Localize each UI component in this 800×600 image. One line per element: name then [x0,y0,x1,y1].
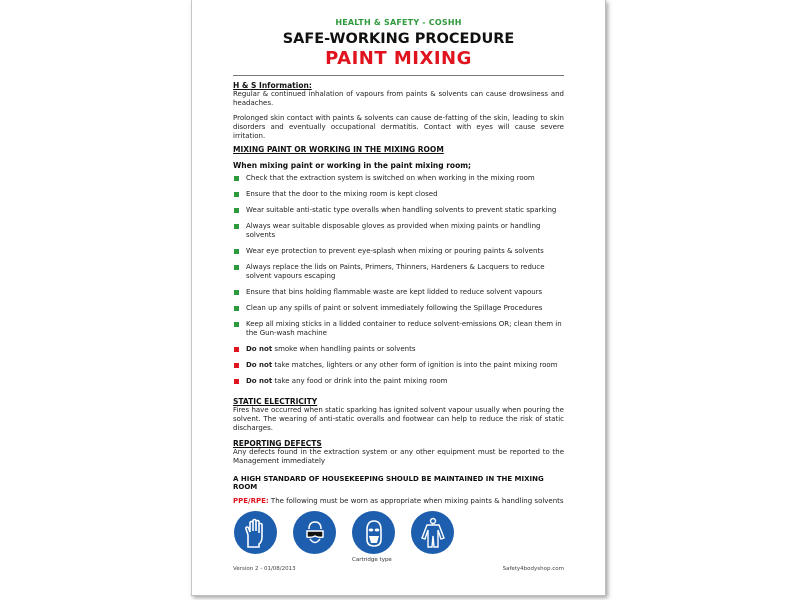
list-item: Do not take matches, lighters or any other form of ignition is into the paint mixing room [233,361,564,370]
green-bullet-icon [234,249,239,254]
mixing-lead: When mixing paint or working in the paint mixing room; [233,161,472,170]
green-bullet-icon [234,265,239,270]
version-text: Version 2 - 01/08/2013 [233,566,296,572]
list-item: Always replace the lids on Paints, Primers, Thinners, Hardeners & Lacquers to reduce solvent vapours escaping [233,263,564,281]
green-bullet-icon [234,224,239,229]
list-item: Ensure that bins holding flammable waste are kept lidded to reduce solvent vapours [233,288,564,297]
green-bullet-icon [234,290,239,295]
list-item: Always wear suitable disposable gloves as provided when mixing paints or handling solvents [233,222,564,240]
ppe-label: PPE/RPE: [233,497,269,505]
list-item: Check that the extraction system is switched on when working in the mixing room [233,174,564,183]
list-item: Wear suitable anti-static type overalls when handling solvents to prevent static sparking [233,206,564,215]
document-page [191,0,606,596]
page-footer [233,566,564,572]
overalls-icon [411,511,454,554]
list-item: Do not take any food or drink into the paint mixing room [233,377,564,386]
mixing-do-list [233,174,564,338]
ppe-icons [234,511,564,554]
static-text: Fires have occurred when static sparking has ignited solvent vapour usually when pouring the solvent. The wearing of anti-static overalls and footwear can help to reduce the risk of static discharges. [233,406,564,432]
mixing-dont-list [233,345,564,386]
ppe-line [233,497,564,505]
green-bullet-icon [234,322,239,327]
housekeeping-notice: A HIGH STANDARD OF HOUSEKEEPING SHOULD BE MAINTAINED IN THE MIXING ROOM [233,475,544,491]
green-bullet-icon [234,306,239,311]
page-subtitle: PAINT MIXING [325,48,472,69]
page-title: SAFE-WORKING PROCEDURE [282,31,515,47]
page-content [233,18,564,563]
green-bullet-icon [234,176,239,181]
mixing-heading: MIXING PAINT OR WORKING IN THE MIXING ROOM [233,145,444,154]
ppe-text: The following must be worn as appropriate when mixing paints & handling solvents [268,497,564,505]
red-bullet-icon [234,379,239,384]
hs-info-heading: H & S Information: [233,81,312,90]
red-bullet-icon [234,347,239,352]
reporting-heading: REPORTING DEFECTS [233,439,322,448]
green-bullet-icon [234,208,239,213]
gloves-icon [234,511,277,554]
hs-info-paragraph-2: Prolonged skin contact with paints & solvents can cause de-fatting of the skin, leading to skin disorders and eventually occupational dermatitis. Contact with eyes will cause severe irritation. [233,114,564,140]
respirator-mask-icon [352,511,395,554]
green-bullet-icon [234,192,239,197]
title-divider [233,75,564,76]
hs-info-paragraph-1: Regular & continued inhalation of vapours from paints & solvents can cause drowsiness and headaches. [233,90,564,107]
list-item: Clean up any spills of paint or solvent immediately following the Spillage Procedures [233,304,564,313]
cartridge-caption: Cartridge type [352,557,392,563]
goggles-icon [293,511,336,554]
list-item: Ensure that the door to the mixing room is kept closed [233,190,564,199]
category-heading: HEALTH & SAFETY - COSHH [335,18,462,27]
static-heading: STATIC ELECTRICITY [233,397,318,406]
red-bullet-icon [234,363,239,368]
list-item: Wear eye protection to prevent eye-splash when mixing or pouring paints & solvents [233,247,564,256]
site-text: Safety4bodyshop.com [502,566,564,572]
reporting-text: Any defects found in the extraction system or any other equipment must be reported to the Management immediately [233,448,564,465]
list-item: Do not smoke when handling paints or solvents [233,345,564,354]
list-item: Keep all mixing sticks in a lidded container to reduce solvent-emissions OR; clean them in the Gun-wash machine [233,320,564,338]
